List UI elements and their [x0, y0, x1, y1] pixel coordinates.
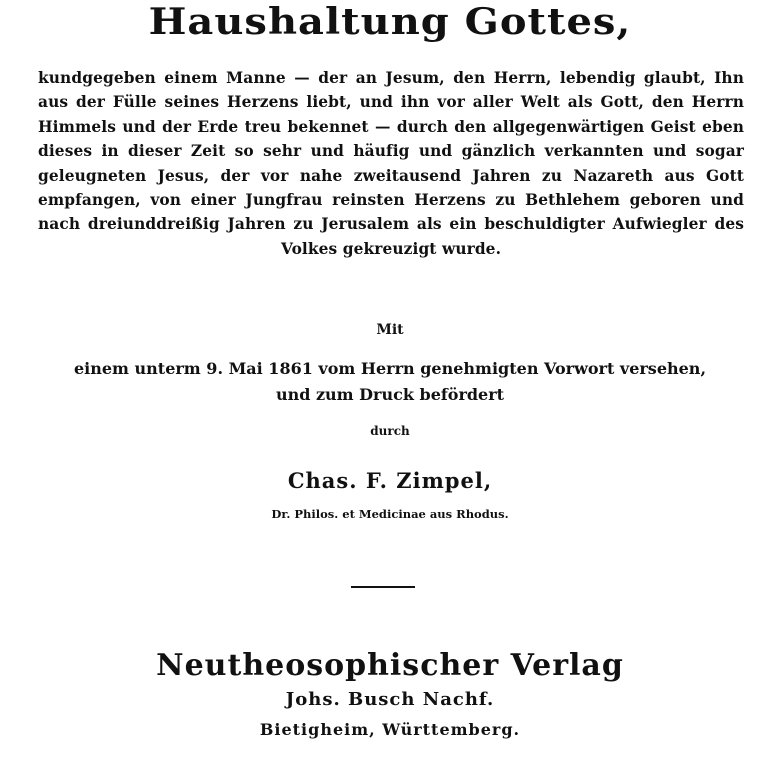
- mit-label: Mit: [376, 322, 404, 338]
- subtitle-paragraph: kundgegeben einem Manne — der an Jesum, den Herrn, lebendig glaubt, Ihn aus der Fülle seines Herzens liebt, und ihn vor aller Welt als Gott, den Herrn Himmels und der Erde treu bekennet — durch den allgegenwärtigen Geist eben dieses in dieser Zeit so sehr und häufig und gänzlich verkannten und sogar geleugneten Jesus, der vor nahe zweitausend Jahren zu Nazareth aus Gott empfangen, von einer Jungfrau reinsten Herzens zu Bethlehem geboren und nach dreiunddreißig Jahren zu Jerusalem als ein beschuldigter Aufwiegler des Volkes gekreuzigt wurde.: [38, 69, 744, 258]
- preface-line-1: einem unterm 9. Mai 1861 vom Herrn genehmigten Vorwort versehen,: [73, 359, 707, 378]
- divider-rule: [351, 586, 415, 588]
- preface-line-2: und zum Druck befördert: [275, 385, 505, 404]
- book-title: Haushaltung Gottes,: [148, 0, 632, 44]
- author-name: Chas. F. Zimpel,: [287, 468, 493, 493]
- author-credentials: Dr. Philos. et Medicinae aus Rhodus.: [271, 507, 509, 521]
- publisher-place: Bietigheim, Württemberg.: [259, 720, 521, 739]
- publisher-name: Neutheosophischer Verlag: [156, 648, 624, 683]
- preface-note: [0, 356, 780, 408]
- publisher-successor: Johs. Busch Nachf.: [285, 689, 495, 710]
- durch-label: durch: [370, 424, 410, 438]
